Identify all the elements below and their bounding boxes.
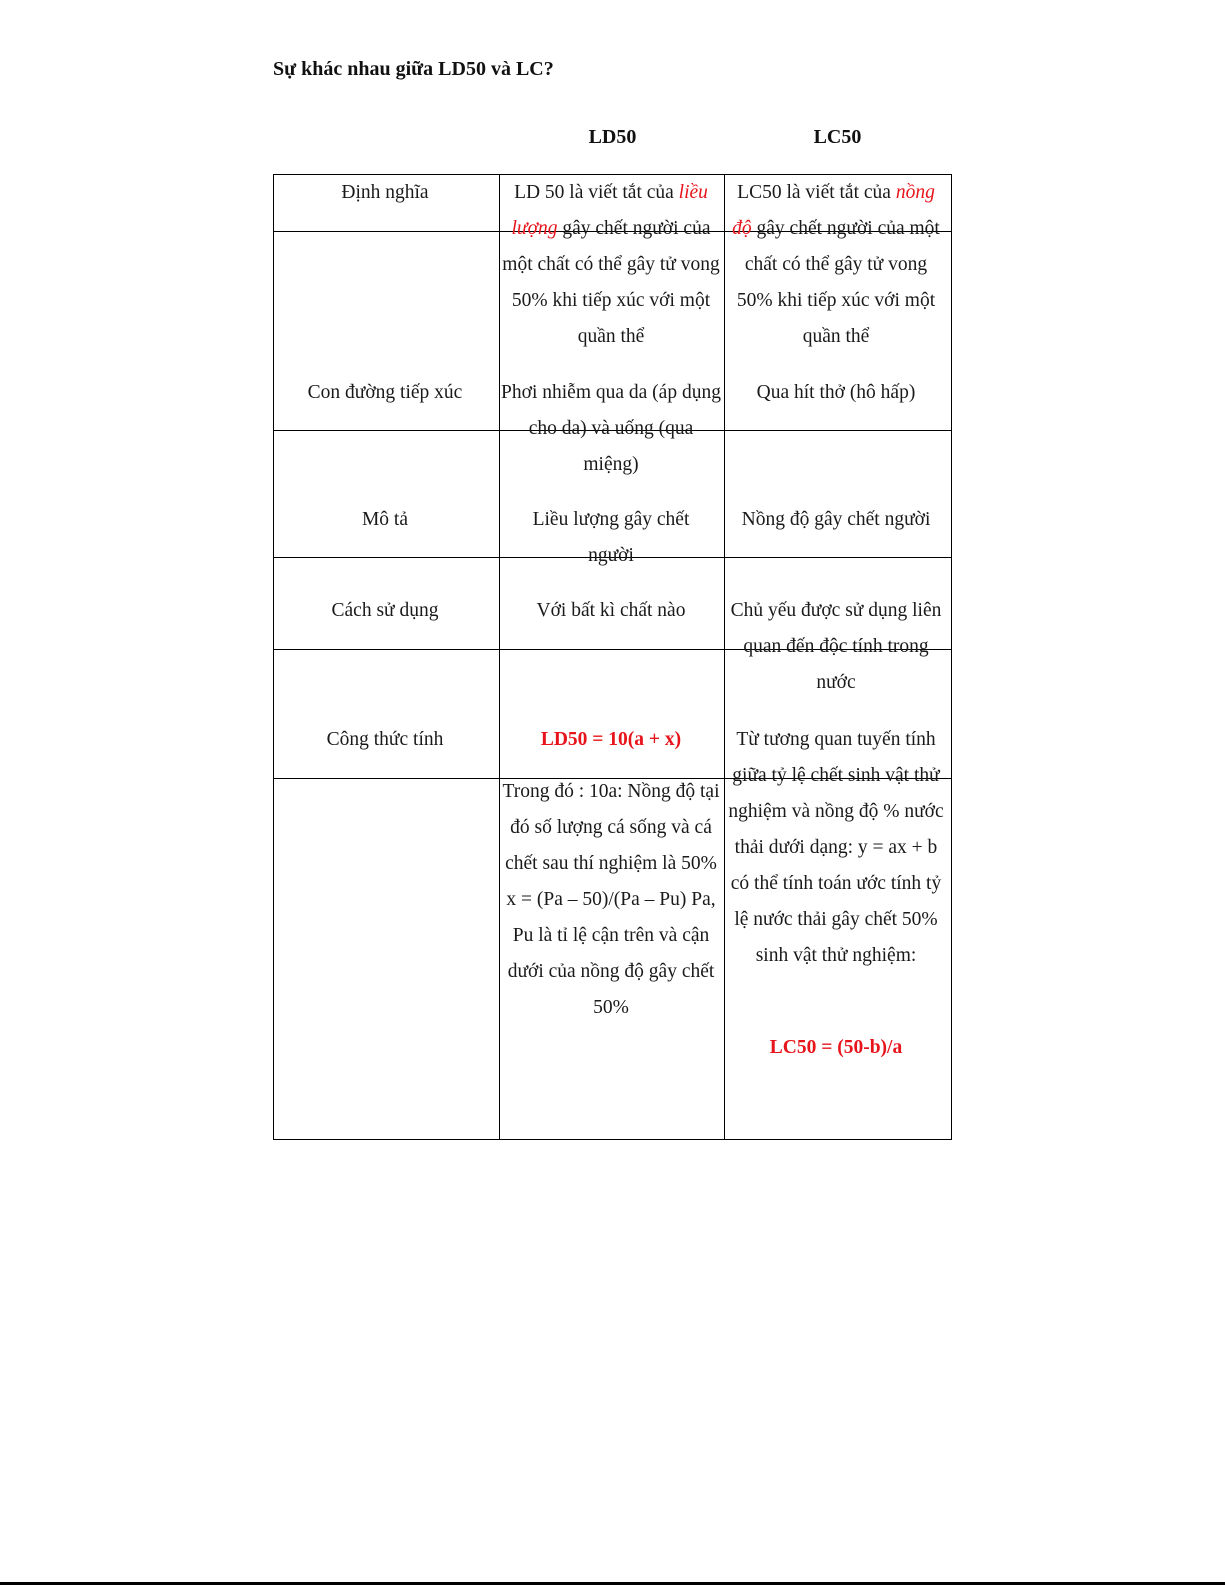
highlight-term: nồng độ <box>732 182 935 239</box>
ld50-formula-note: Trong đó : 10a: Nồng độ tại đó số lượng cá sống và cá chết sau thí nghiệm là 50% x = (Pa – 50)/(Pa – Pu) Pa, Pu là tỉ lệ cận trên và cận dưới của nồng độ gây chết 50% <box>502 781 720 1018</box>
column-header-lc50: LC50 <box>813 126 862 148</box>
table-border-bottom <box>273 1139 952 1140</box>
lc50-formula: LC50 = (50-b)/a <box>769 1037 903 1058</box>
row-label-usage: Cách sử dụng <box>331 600 439 621</box>
ld50-formula: LD50 = 10(a + x) <box>540 729 682 750</box>
ld50-usage: Với bất kì chất nào <box>536 600 686 621</box>
row-label-description: Mô tả <box>361 509 409 530</box>
text-run: LC50 là viết tắt của <box>737 182 896 203</box>
row-label-definition: Định nghĩa <box>341 182 429 203</box>
row-label-route: Con đường tiếp xúc <box>307 382 463 403</box>
text-run: LD 50 là viết tắt của <box>514 182 679 203</box>
highlight-term: liều lượng <box>511 182 708 239</box>
lc50-description: Nồng độ gây chết người <box>741 509 931 530</box>
ld50-definition <box>500 175 722 355</box>
lc50-definition <box>725 175 947 355</box>
lc50-formula-text: Từ tương quan tuyến tính giữa tỷ lệ chết sinh vật thử nghiệm và nồng độ % nước thải dưới dạng: y = ax + b có thể tính toán ước tính tỷ lệ nước thải gây chết 50% sinh vật thử nghiệm: <box>728 729 944 966</box>
text-run: gây chết người của một chất có thể gây tử vong 50% khi tiếp xúc với một quần thể <box>736 218 940 347</box>
text-run: gây chết người của một chất có thể gây tử vong 50% khi tiếp xúc với một quần thể <box>502 218 720 347</box>
lc50-route: Qua hít thở (hô hấp) <box>756 382 916 403</box>
page-title: Sự khác nhau giữa LD50 và LC? <box>273 58 554 80</box>
row-label-formula: Công thức tính <box>326 729 444 750</box>
column-header-ld50: LD50 <box>588 126 637 148</box>
table-border-right <box>951 174 952 1140</box>
ld50-route: Phơi nhiễm qua da (áp dụng cho da) và uống (qua miệng) <box>501 382 721 475</box>
table-border-left <box>273 174 274 1140</box>
lc50-usage: Chủ yếu được sử dụng liên quan đến độc tính trong nước <box>730 600 942 693</box>
ld50-description: Liều lượng gây chết người <box>532 509 690 566</box>
